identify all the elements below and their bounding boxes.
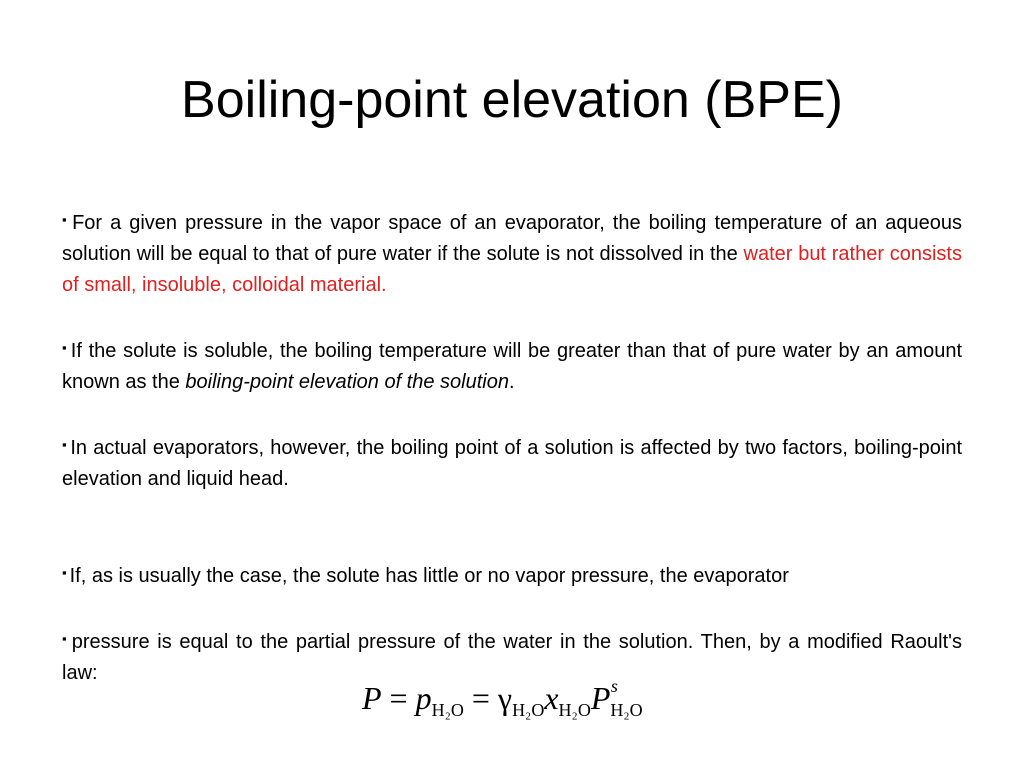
formula-equals-2: = <box>471 680 490 716</box>
formula-total-pressure: P <box>362 680 382 716</box>
bullet-icon: ▪ <box>62 631 69 646</box>
bullet-icon: ▪ <box>62 212 70 227</box>
formula-sub-1: H₂O <box>431 700 464 720</box>
paragraph-5-text: pressure is equal to the partial pressure of the water in the solution. Then, by a modified Raoult's law: <box>62 631 962 684</box>
formula-vapor-pressure-symbol: P <box>590 680 611 716</box>
paragraph-3-text: In actual evaporators, however, the boiling point of a solution is affected by two factors, boiling-point elevation and liquid head. <box>62 437 962 490</box>
formula-vapor-pressure <box>591 672 643 736</box>
formula-sub-3: H₂O <box>558 700 591 720</box>
raoult-law-formula <box>362 672 742 724</box>
bullet-icon: ▪ <box>62 340 68 355</box>
bullet-icon: ▪ <box>62 565 67 580</box>
slide-body <box>62 204 962 689</box>
paragraph-1-highlight: water but rather consists of small, insoluble, colloidal material. <box>62 243 962 296</box>
bullet-paragraph-3 <box>62 429 962 495</box>
paragraph-4-text: If, as is usually the case, the solute has little or no vapor pressure, the evaporator <box>69 565 789 587</box>
slide-title: Boiling-point elevation (BPE) <box>181 71 843 129</box>
formula-sub-2: H₂O <box>512 700 545 720</box>
formula-partial-pressure: p <box>415 680 432 716</box>
paragraph-2-text: If the solute is soluble, the boiling temperature will be greater than that of pure water by an amount known as the <box>62 340 962 393</box>
formula-mole-fraction: x <box>544 680 559 716</box>
paragraph-2-italic-term: boiling-point elevation of the solution <box>185 371 509 393</box>
bullet-paragraph-2 <box>62 332 962 398</box>
formula-sup-s: s <box>610 676 618 696</box>
bullet-paragraph-1 <box>62 204 962 301</box>
paragraph-2-end: . <box>508 371 515 393</box>
bullet-paragraph-4 <box>62 557 962 592</box>
formula-equals-1: = <box>389 680 408 716</box>
bullet-icon: ▪ <box>62 437 68 452</box>
formula-sub-4: H₂O <box>610 700 643 720</box>
formula-activity-coefficient: γ <box>497 680 513 716</box>
paragraph-1-text: For a given pressure in the vapor space of an evaporator, the boiling temperature of an aqueous solution will be equal to that of pure water if the solute is not dissolved in the <box>62 212 962 265</box>
